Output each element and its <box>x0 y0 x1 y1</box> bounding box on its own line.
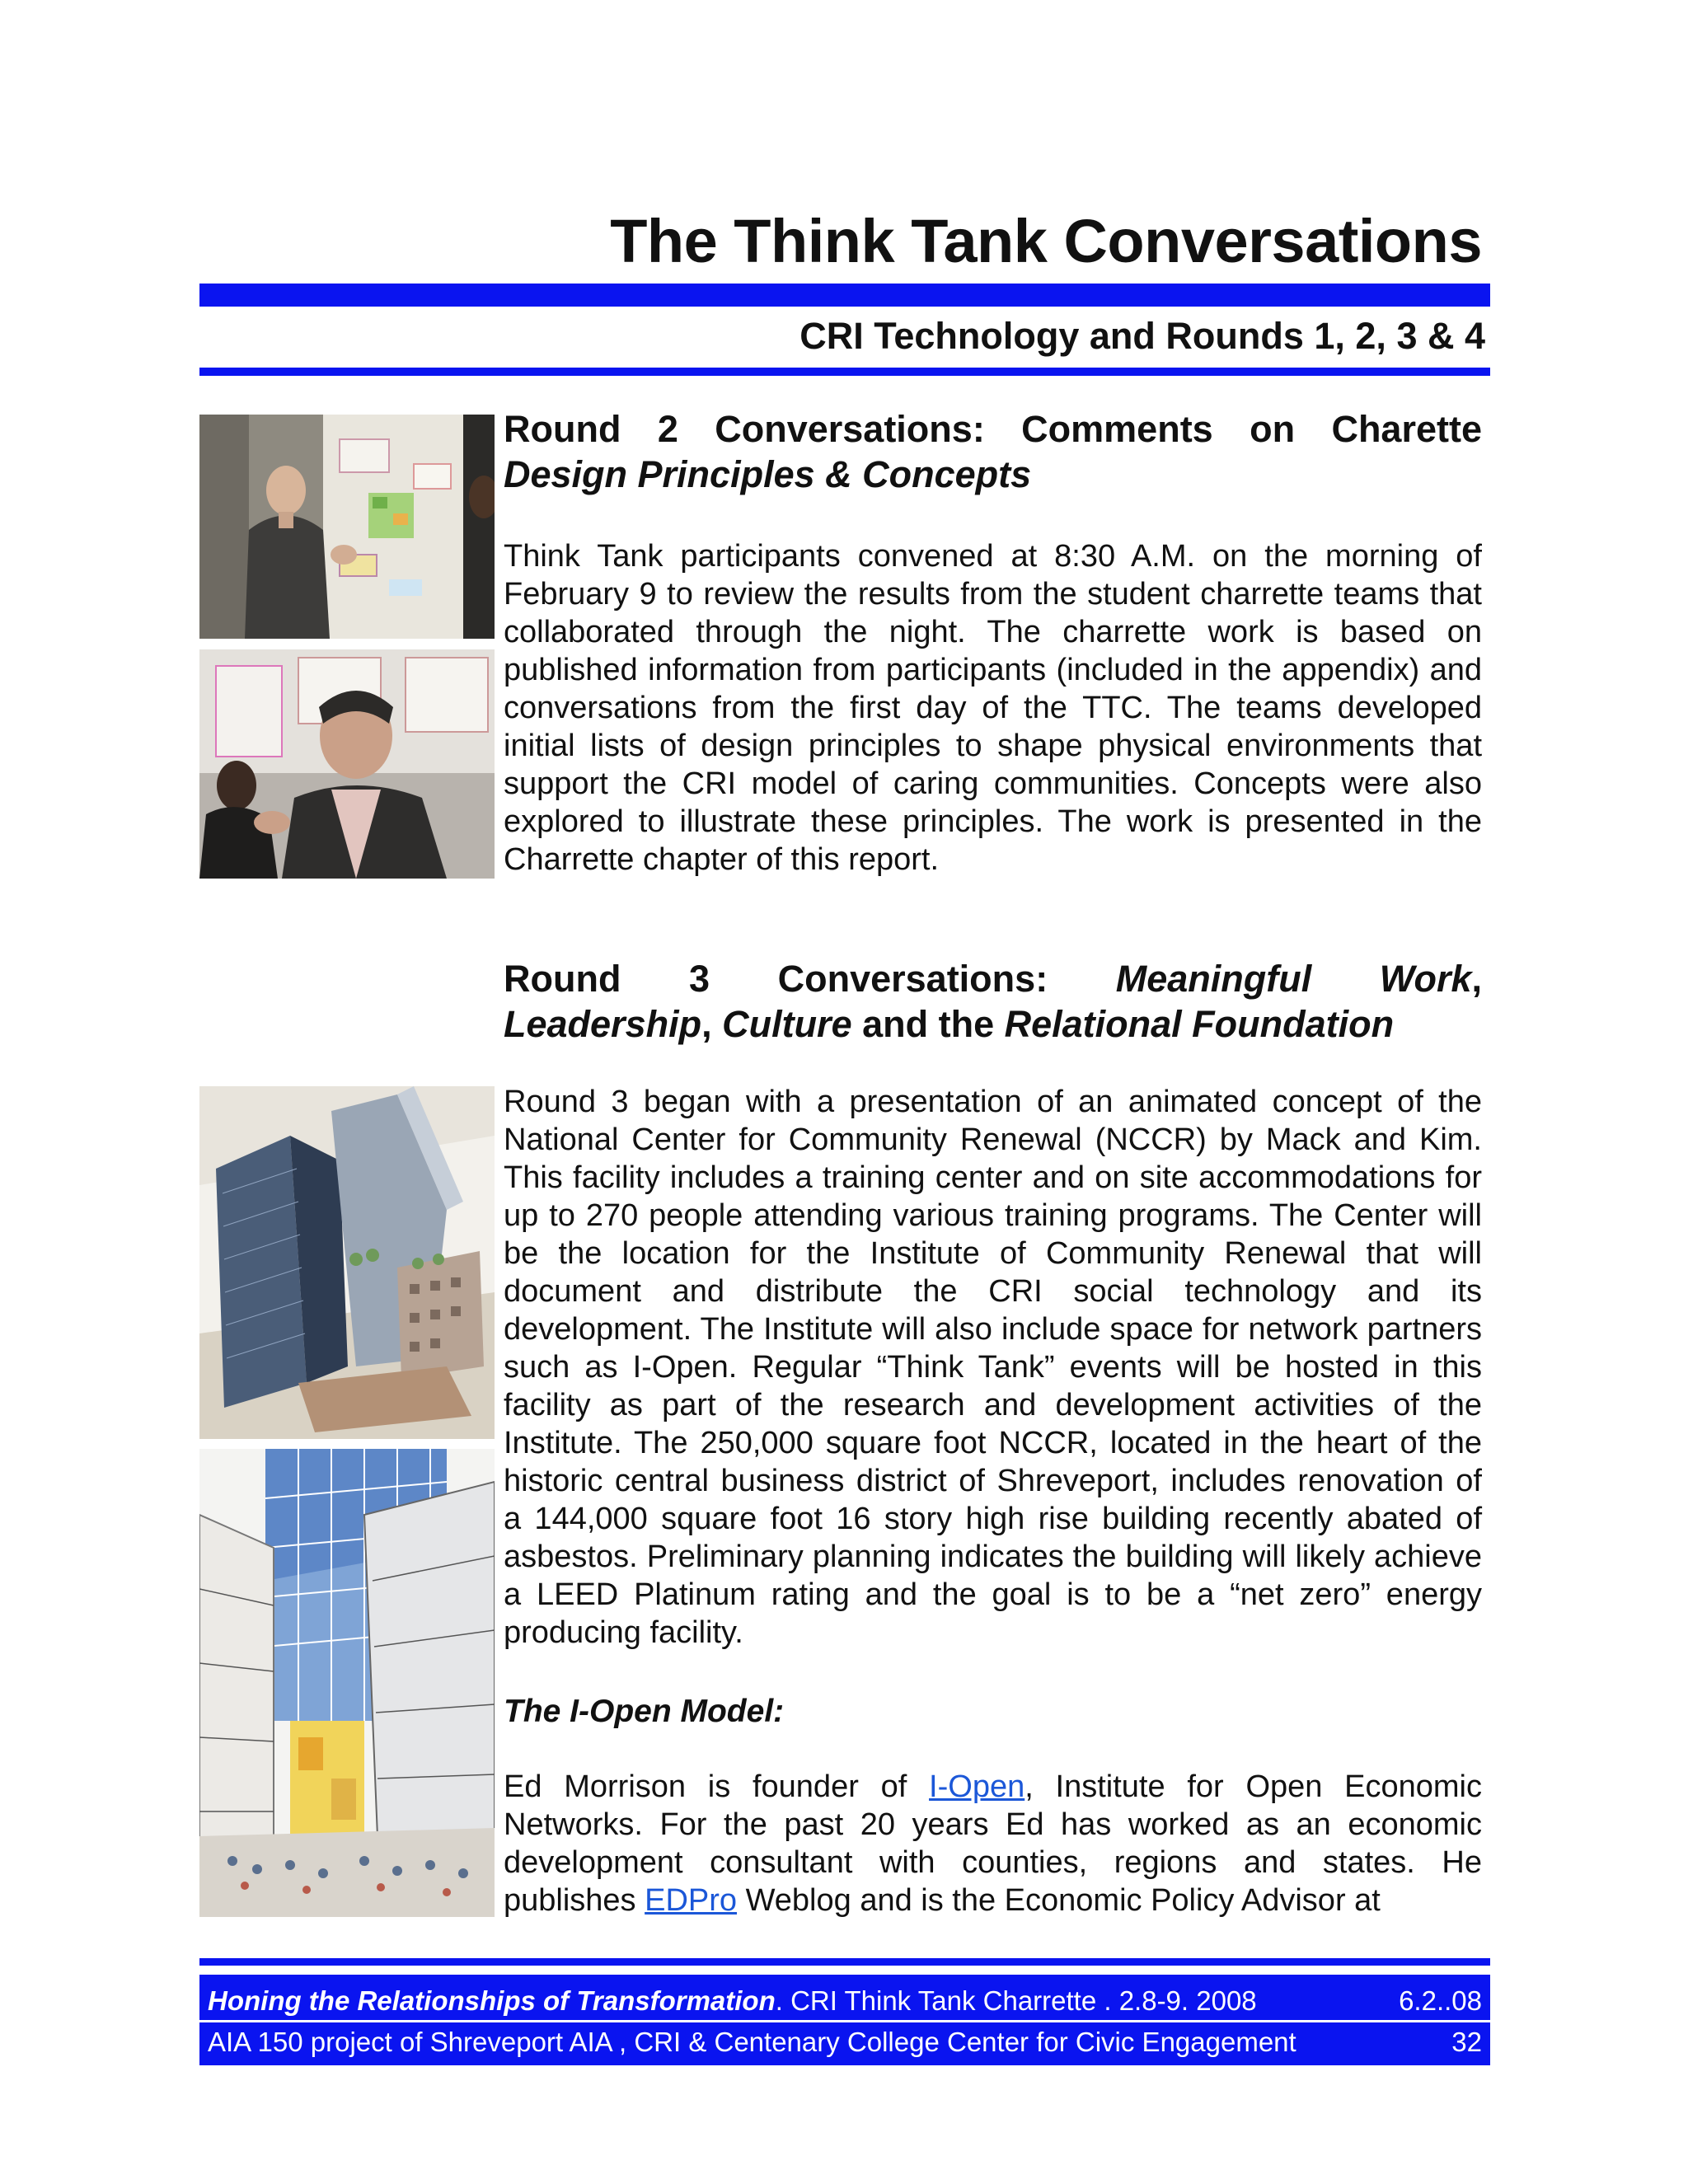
round2-heading <box>504 406 1482 497</box>
photo-nccr-aerial-rendering <box>199 1086 495 1439</box>
footer-rule <box>199 1958 1490 1966</box>
round3-heading-part7: and the <box>851 1003 1005 1045</box>
iopen-text-3: Weblog and is the Economic Policy Advisor at <box>737 1883 1381 1918</box>
round3-heading-part1: Round 3 Conversations: <box>504 958 1116 1000</box>
footer-report-title: Honing the Relationships of Transformation <box>208 1985 776 2016</box>
footer-report-sub: . CRI Think Tank Charrette . 2.8-9. 2008 <box>775 1985 1257 2016</box>
page-subtitle: CRI Technology and Rounds 1, 2, 3 & 4 <box>799 315 1485 357</box>
footer-page-number: 32 <box>1451 2027 1482 2057</box>
round3-heading-part8: Relational Foundation <box>1004 1003 1395 1045</box>
photo-participants-discussion <box>199 649 495 879</box>
round3-heading-part5: , <box>701 1003 723 1045</box>
edpro-link[interactable]: EDPro <box>645 1883 738 1918</box>
round3-heading <box>504 956 1482 1047</box>
header-rule <box>199 284 1490 307</box>
round3-body: Round 3 began with a presentation of an animated concept of the National Center for Community Renewal (NCCR) by Mack and Kim. This facility includes a training center and on site accommodations for up to 270 people attending various training programs. The Center will be the location for the Institute of Community Renewal that will document and distribute the CRI social technology and its development. The Institute will also include space for network partners such as I-Open. Regular “Think Tank” events will be hosted in this facility as part of the research and development activities of the Institute. The 250,000 square foot NCCR, located in the heart of the historic central business district of Shreveport, includes renovation of a 144,000 square foot 16 story high rise building recently abated of asbestos. Preliminary planning indicates the building will likely achieve a LEED Platinum rating and the goal is to be a “net zero” energy producing facility. <box>504 1085 1482 1650</box>
iopen-text-1: Ed Morrison is founder of <box>504 1769 930 1804</box>
iopen-text-2: , Institute for Open Economic Networks. For the past 20 years Ed has worked as an economic development consultant with counties, regions and states. He publishes <box>504 1769 1482 1918</box>
page-title: The Think Tank Conversations <box>610 207 1482 275</box>
photo-speaker-posters <box>199 415 495 639</box>
iopen-link[interactable]: I-Open <box>929 1769 1025 1804</box>
round3-heading-part3: , <box>1471 958 1482 1000</box>
round2-heading-line2: Design Principles & Concepts <box>504 453 1032 495</box>
footer-divider <box>199 2020 1490 2022</box>
round2-heading-line1: Round 2 Conversations: Comments on Charette <box>504 408 1482 450</box>
round3-heading-part4: Leadership <box>504 1003 702 1045</box>
photo-nccr-atrium-rendering <box>199 1449 495 1917</box>
footer-project: AIA 150 project of Shreveport AIA , CRI & Centenary College Center for Civic Engagement <box>208 2027 1296 2057</box>
subtitle-rule <box>199 368 1490 376</box>
footer-row-1 <box>208 1983 1482 2019</box>
footer-date-code: 6.2..08 <box>1399 1985 1482 2016</box>
iopen-subheading: The I-Open Model: <box>504 1694 785 1729</box>
footer-row-2 <box>208 2024 1482 2060</box>
round2-body: Think Tank participants convened at 8:30 A.M. on the morning of February 9 to review the results from the student charrette teams that collaborated through the night. The charrette work is based on published information from participants (included in the appendix) and conversations from the first day of the TTC. The teams developed initial lists of design principles to shape physical environments that support the CRI model of caring communities. Concepts were also explored to illustrate these principles. The work is presented in the Charrette chapter of this report. <box>504 539 1482 877</box>
round3-heading-part6: Culture <box>722 1003 852 1045</box>
iopen-body <box>504 1768 1482 1919</box>
round3-heading-part2: Meaningful Work <box>1115 958 1472 1000</box>
footer <box>199 1975 1490 2065</box>
